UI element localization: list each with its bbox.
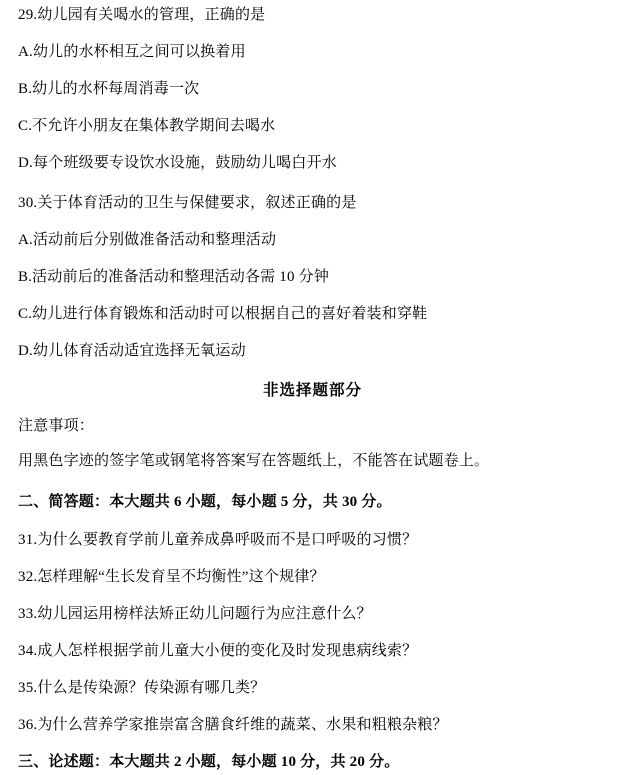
part-three-detail: 本大题共 2 小题，每小题 10 分，共 20 分。 <box>109 753 400 770</box>
part-three-heading <box>18 753 607 771</box>
section-heading-non-multiple-choice: 非选择题部分 <box>262 382 362 399</box>
part-three-label: 三、论述题： <box>18 753 110 770</box>
question-29-option-a: A.幼儿的水杯相互之间可以换着用 <box>18 44 246 60</box>
part-two-detail: 本大题共 6 小题，每小题 5 分，共 30 分。 <box>109 493 392 510</box>
notice-title: 注意事项： <box>18 417 95 434</box>
short-answer-item-36: 36.为什么营养学家推崇富含膳食纤维的蔬菜、水果和粗粮杂粮？ <box>18 716 448 733</box>
short-answer-item-35: 35.什么是传染源？传染源有哪几类？ <box>18 679 266 696</box>
question-29-option-d: D.每个班级要专设饮水设施，鼓励幼儿喝白开水 <box>18 155 337 171</box>
question-30-option-d: D.幼儿体育活动适宜选择无氧运动 <box>18 343 246 359</box>
question-30-option-a: A.活动前后分别做准备活动和整理活动 <box>18 232 277 248</box>
part-two-heading <box>18 493 607 511</box>
question-stem-30: 30.关于体育活动的卫生与保健要求，叙述正确的是 <box>18 195 357 211</box>
question-stem-29: 29.幼儿园有关喝水的管理，正确的是 <box>18 7 266 23</box>
question-30-option-c: C.幼儿进行体育锻炼和活动时可以根据自己的喜好着装和穿鞋 <box>18 306 428 322</box>
short-answer-item-33: 33.幼儿园运用榜样法矫正幼儿问题行为应注意什么？ <box>18 605 372 622</box>
question-30-option-b: B.活动前后的准备活动和整理活动各需 10 分钟 <box>18 269 330 285</box>
short-answer-item-31: 31.为什么要教育学前儿童养成鼻呼吸而不是口呼吸的习惯？ <box>18 531 418 548</box>
notice-body: 用黑色字迹的签字笔或钢笔将答案写在答题纸上，不能答在试题卷上。 <box>18 452 490 469</box>
short-answer-item-34: 34.成人怎样根据学前儿童大小便的变化及时发现患病线索？ <box>18 642 418 659</box>
question-29-option-c: C.不允许小朋友在集体教学期间去喝水 <box>18 118 276 134</box>
short-answer-item-32: 32.怎样理解“生长发育呈不均衡性”这个规律？ <box>18 568 325 585</box>
question-29-option-b: B.幼儿的水杯每周消毒一次 <box>18 81 200 97</box>
part-two-label: 二、简答题： <box>18 493 110 510</box>
